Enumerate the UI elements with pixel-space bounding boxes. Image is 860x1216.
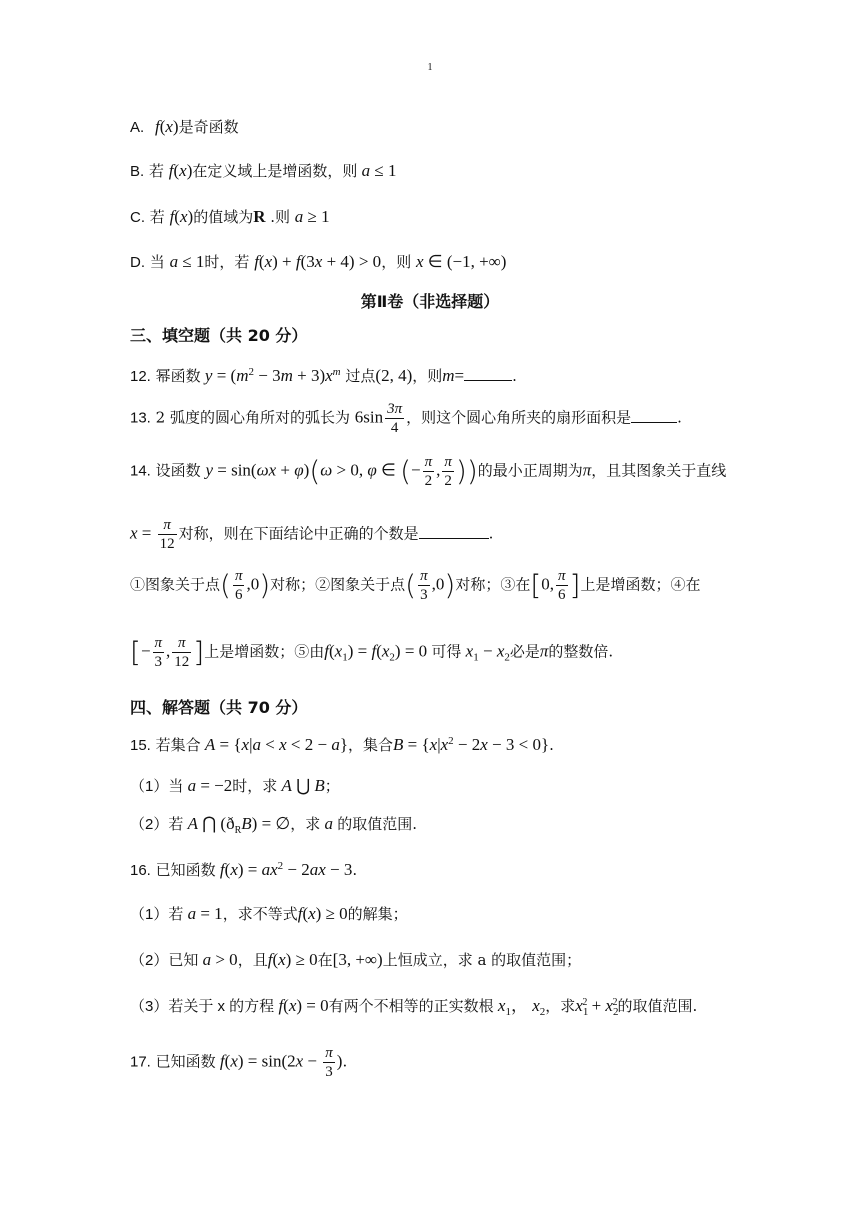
answer-blank-12[interactable] — [464, 366, 512, 381]
question-16-part1: （1）若 a = 1，求不等式f(x) ≥ 0的解集； — [130, 904, 408, 923]
option-a-label: A. — [130, 119, 145, 136]
answer-blank-14[interactable] — [419, 524, 489, 539]
option-b-label: B. — [130, 163, 145, 180]
page-number: 1 — [427, 62, 433, 73]
section-fill-heading: 三、填空题（共 20 分） — [130, 326, 308, 345]
question-14-items2: [− $\frac{\pi}{3}$ , $\frac{\pi}{12}$ ]上是增函数；⑤由$f(x_1) = f(x_2) = 0$ 可得 $x_1 - x_2$必是π的整数倍. — [130, 635, 614, 670]
question-16-part3: （3）若关于 x 的方程 f(x) = 0有两个不相等的正实数根 $x_1$， $x_2$，求$x_1^2 + x_2^2$的取值范围. — [130, 996, 698, 1018]
question-13: 13. 2 弧度的圆心角所对的弧长为 6sin $\frac{3\pi}{4}$ ，则这个圆心角所夹的扇形面积是 . — [130, 401, 682, 436]
option-d-label: D. — [130, 254, 145, 271]
option-a: A. f(x)是奇函数 — [130, 117, 239, 136]
question-15: 15. 若集合 A = {x|a < x < 2 − a}，集合$B = \{x|x^2 - 2x - 3 < 0\}$. — [130, 735, 554, 754]
option-d: D. 当 a ≤ 1时，若 f(x) + f(3x + 4) > 0，则 x ∈ (−1, +∞) — [130, 252, 507, 271]
answer-blank-13[interactable] — [631, 408, 677, 423]
question-14-line2: x = $\frac{\pi}{12}$ 对称，则在下面结论中正确的个数是 . — [130, 517, 494, 552]
section-solve-heading: 四、解答题（共 70 分） — [130, 698, 308, 717]
option-c-label: C. — [130, 209, 145, 226]
question-15-part1: （1）当 a = −2时，求 A ⋃ B； — [130, 776, 340, 795]
option-b: B. 若 f(x)在定义域上是增函数，则 a ≤ 1 — [130, 161, 397, 180]
question-16: 16. 已知函数 $f(x) = ax^2 - 2ax - 3$. — [130, 860, 358, 879]
part-title: 第Ⅱ卷（非选择题） — [360, 292, 500, 311]
question-12: 12. 幂函数 $y = (m^2 - 3m + 3)x^m$ 过点(2, 4)，则m= . — [130, 366, 517, 385]
question-14-items: ①图象关于点( $\frac{\pi}{6}$ ,0)对称；②图象关于点( $\frac{\pi}{3}$ ,0)对称；③在[0, $\frac{\pi}{6}$ ]上是增函数；④在 — [130, 568, 701, 603]
option-c: C. 若 f(x)的值域为R .则 a ≥ 1 — [130, 207, 330, 226]
question-14: 14. 设函数 y = sin(ωx + φ)(ω > 0, φ ∈ (− $\frac{\pi}{2}$ , $\frac{\pi}{2}$ ))的最小正周期为π，且其图象关于直线 — [130, 454, 727, 489]
question-17: 17. 已知函数 f(x) = sin(2x − $\frac{\pi}{3}$ ). — [130, 1045, 348, 1080]
question-15-part2: （2）若 A ⋂ $(ð_RB)$ = ∅，求 a 的取值范围. — [130, 814, 418, 836]
question-16-part2: （2）已知 a > 0，且f(x) ≥ 0在[3, +∞)上恒成立，求 a 的取值范围； — [130, 950, 582, 969]
